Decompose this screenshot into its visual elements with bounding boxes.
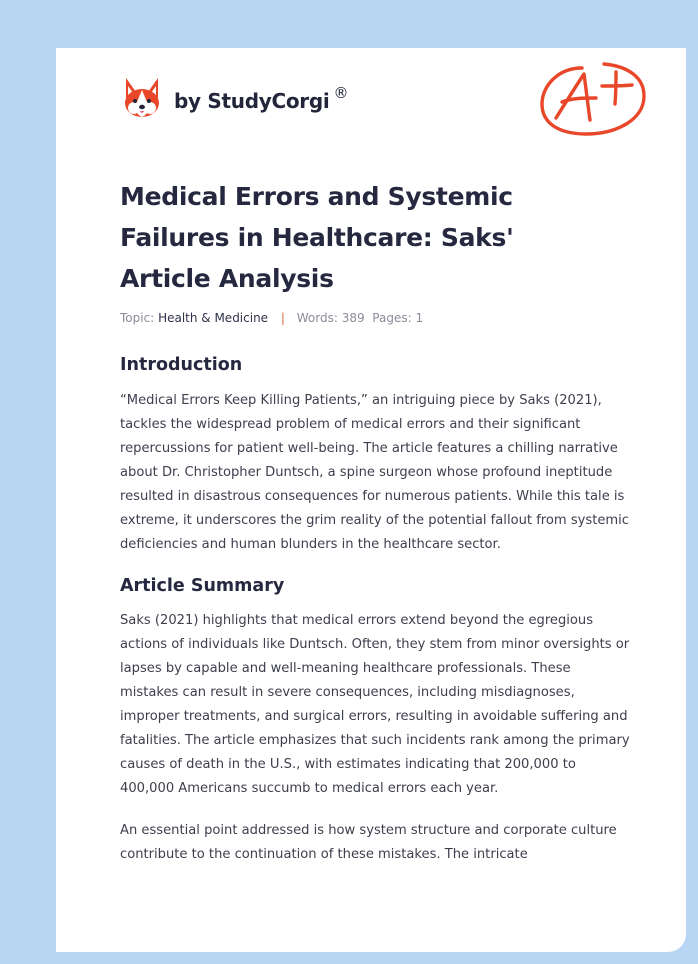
brand-name: by StudyCorgi ® [174, 84, 349, 113]
a-plus-grade-icon [538, 58, 650, 140]
introduction-paragraph: “Medical Errors Keep Killing Patients,” an intriguing piece by Saks (2021), tackles the widespread problem of medical errors and their significant repercussions for patient well-being. The article features a chilling narrative about Dr. Christopher Duntsch, a spine surgeon whose profound ineptitude resulted in disastrous consequences for numerous patients. While this tale is extreme, it underscores the grim reality of the potential fallout from systemic deficiencies and human blunders in the healthcare sector. [120, 393, 629, 552]
section-heading-introduction: Introduction [120, 355, 243, 375]
topic-link[interactable]: Health & Medicine [158, 311, 269, 325]
studycorgi-logo[interactable] [122, 76, 348, 120]
topic-label: Topic: [120, 311, 155, 325]
words-count: 389 [341, 311, 365, 325]
section-heading-article-summary: Article Summary [120, 576, 285, 596]
a-plus-grade-badge [538, 58, 650, 144]
summary-paragraph-1: Saks (2021) highlights that medical errors extend beyond the egregious actions of individuals like Duntsch. Often, they stem from minor oversights or lapses by capable and well-meaning healthcare professionals. These mistakes can result in severe consequences, including misdiagnoses, improper treatments, and surgical errors, resulting in avoidable suffering and fatalities. The article emphasizes that such incidents rank among the primary causes of death in the U.S., with estimates indicating that 200,000 to 400,000 Americans succumb to medical errors each year. [120, 613, 630, 796]
pages-label: Pages: [372, 311, 412, 325]
article-body [120, 350, 630, 867]
words-label: Words: [296, 311, 338, 325]
meta-separator: | [280, 311, 285, 325]
page-title: Medical Errors and Systemic Failures in Healthcare: Saks' Article Analysis [120, 182, 514, 293]
summary-paragraph-2: An essential point addressed is how system structure and corporate culture contribute to the continuation of these mistakes. The intricate [120, 823, 617, 862]
pages-count: 1 [415, 311, 424, 325]
registered-mark: ® [333, 84, 349, 102]
article-meta [120, 311, 423, 325]
corgi-logo-icon [122, 76, 162, 120]
document-page [56, 48, 686, 952]
